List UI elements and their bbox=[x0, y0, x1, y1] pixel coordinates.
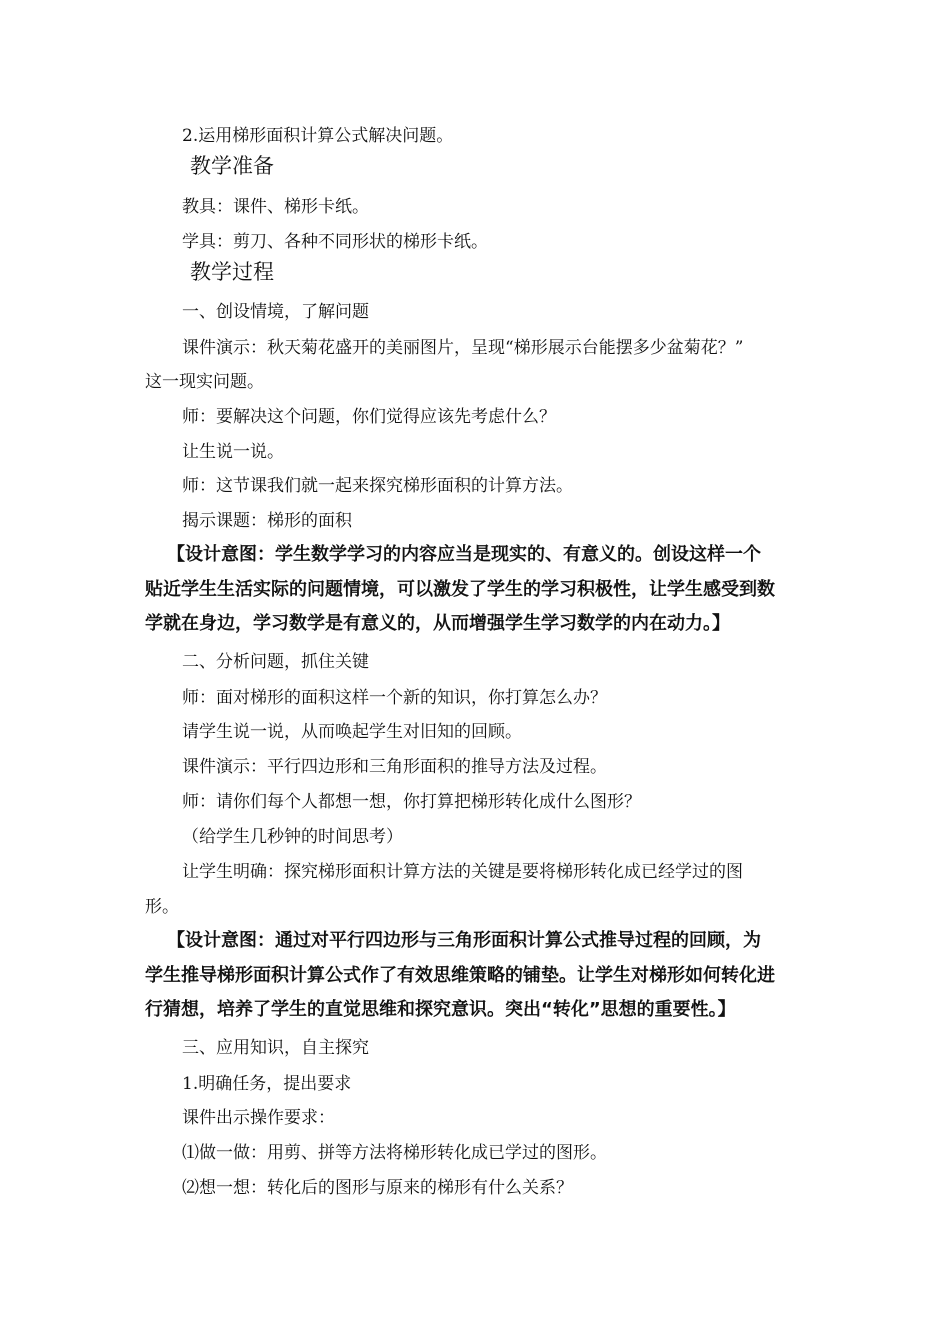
text-line: 这一现实问题。 bbox=[145, 372, 264, 392]
text-line: 课件演示：平行四边形和三角形面积的推导方法及过程。 bbox=[182, 757, 607, 777]
text-line: ⑴做一做：用剪、拼等方法将梯形转化成已学过的图形。 bbox=[182, 1143, 607, 1163]
text-line: 一、创设情境，了解问题 bbox=[182, 302, 369, 322]
design-intent-line: 【设计意图：通过对平行四边形与三角形面积计算公式推导过程的回顾，为 bbox=[167, 930, 761, 951]
text-line: 让学生明确：探究梯形面积计算方法的关键是要将梯形转化成已经学过的图 bbox=[182, 862, 743, 882]
text-line: 师：请你们每个人都想一想，你打算把梯形转化成什么图形？ bbox=[182, 792, 641, 812]
text-line: 1.明确任务，提出要求 bbox=[182, 1074, 352, 1094]
text-line: 揭示课题：梯形的面积 bbox=[182, 511, 352, 531]
text-line: 课件演示：秋天菊花盛开的美丽图片，呈现“梯形展示台能摆多少盆菊花？” bbox=[182, 338, 744, 358]
design-intent-line: 贴近学生生活实际的问题情境，可以激发了学生的学习积极性，让学生感受到数 bbox=[145, 579, 775, 600]
design-intent-line: 学生推导梯形面积计算公式作了有效思维策略的铺垫。让学生对梯形如何转化进 bbox=[145, 965, 775, 986]
text-line: ⑵想一想：转化后的图形与原来的梯形有什么关系？ bbox=[182, 1178, 573, 1198]
design-intent-line: 学就在身边，学习数学是有意义的，从而增强学生学习数学的内在动力。】 bbox=[145, 613, 730, 634]
text-line: 形。 bbox=[145, 897, 179, 917]
section-heading: 教学准备 bbox=[190, 154, 274, 178]
text-line: 请学生说一说，从而唤起学生对旧知的回顾。 bbox=[182, 722, 522, 742]
text-line: 师：要解决这个问题，你们觉得应该先考虑什么？ bbox=[182, 407, 556, 427]
text-line: 二、分析问题，抓住关键 bbox=[182, 652, 369, 672]
design-intent-line: 行猜想，培养了学生的直觉思维和探究意识。突出“转化”思想的重要性。】 bbox=[145, 999, 736, 1020]
text-line: 教具：课件、梯形卡纸。 bbox=[182, 197, 369, 217]
design-intent-line: 【设计意图：学生数学学习的内容应当是现实的、有意义的。创设这样一个 bbox=[167, 544, 761, 565]
section-heading: 教学过程 bbox=[190, 260, 274, 284]
text-line: 2.运用梯形面积计算公式解决问题。 bbox=[182, 126, 454, 146]
text-line: 三、应用知识，自主探究 bbox=[182, 1038, 369, 1058]
text-line: 学具：剪刀、各种不同形状的梯形卡纸。 bbox=[182, 232, 488, 252]
text-line: 课件出示操作要求： bbox=[182, 1108, 335, 1128]
text-line: （给学生几秒钟的时间思考） bbox=[182, 827, 403, 847]
text-line: 师：面对梯形的面积这样一个新的知识，你打算怎么办？ bbox=[182, 688, 607, 708]
text-line: 让生说一说。 bbox=[182, 442, 284, 462]
text-line: 师：这节课我们就一起来探究梯形面积的计算方法。 bbox=[182, 476, 573, 496]
